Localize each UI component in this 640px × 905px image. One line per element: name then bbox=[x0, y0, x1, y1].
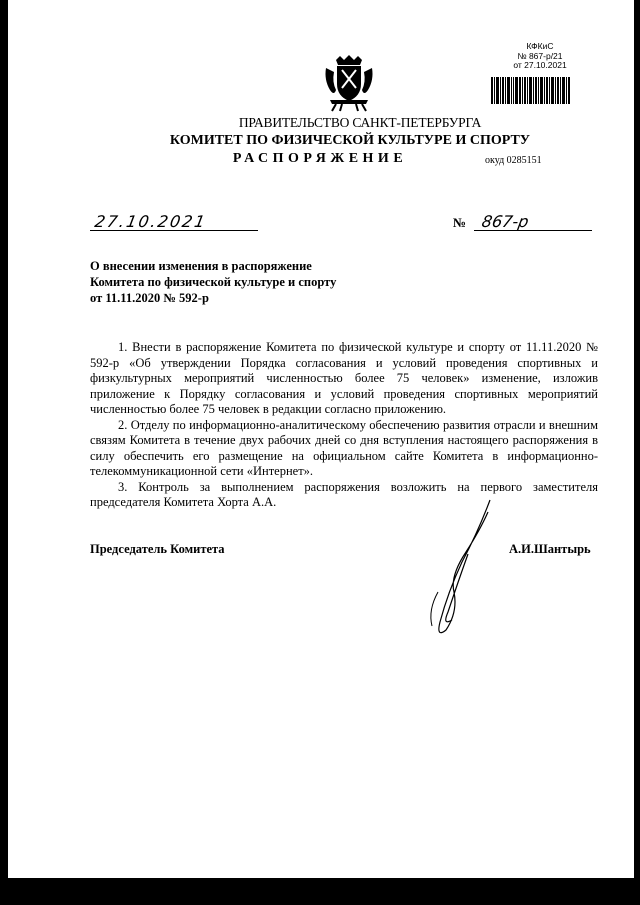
title-line-2: Комитета по физической культуре и спорту bbox=[90, 275, 337, 289]
government-header: ПРАВИТЕЛЬСТВО САНКТ-ПЕТЕРБУРГА bbox=[238, 115, 482, 130]
document-body bbox=[90, 340, 598, 511]
document-date: 27.10.2021 bbox=[93, 212, 209, 231]
scan-border-left bbox=[0, 0, 8, 905]
number-underline bbox=[474, 230, 592, 231]
registration-stamp bbox=[500, 42, 580, 71]
number-label: № bbox=[453, 215, 467, 230]
paragraph-1: 1. Внести в распоряжение Комитета по физической культуре и спорту от 11.11.2020 № 592-р «Об утверждении Порядка согласования и условий проведения спортивных и физкультурных мероприятий численностью более 75 человек» изменение, изложив приложение к Порядку согласования и условий проведения спортивных мероприятий численностью более 75 человек в редакции согласно приложению. bbox=[90, 340, 598, 416]
okud-code: окуд 0285151 bbox=[485, 155, 542, 166]
paragraph-3: 3. Контроль за выполнением распоряжения возложить на первого заместителя председателя Комитета Хорта А.А. bbox=[90, 479, 598, 509]
committee-header: КОМИТЕТ ПО ФИЗИЧЕСКОЙ КУЛЬТУРЕ И СПОРТУ bbox=[169, 133, 531, 148]
handwritten-signature-icon bbox=[418, 492, 508, 642]
stamp-line-3: от 27.10.2021 bbox=[513, 60, 567, 70]
date-underline bbox=[90, 230, 258, 231]
barcode-icon bbox=[491, 77, 570, 104]
stamp-line-1: КФКиС bbox=[526, 41, 554, 51]
document-title bbox=[90, 258, 410, 306]
title-line-3: от 11.11.2020 № 592-р bbox=[90, 291, 209, 305]
coat-of-arms-icon bbox=[322, 54, 376, 112]
document-number: 867-р bbox=[480, 212, 531, 231]
scan-border-bottom bbox=[0, 878, 640, 905]
stamp-line-2: № 867-р/21 bbox=[517, 50, 563, 61]
paragraph-2: 2. Отделу по информационно-аналитическому обеспечению развития отрасли и внешним связям Комитета в течение двух рабочих дней со дня вступления настоящего распоряжения в силу обеспечить его размещение на официальном сайте Комитета в информационно-телекоммуникационной сети «Интернет». bbox=[90, 417, 598, 478]
signer-position: Председатель Комитета bbox=[90, 542, 225, 556]
title-line-1: О внесении изменения в распоряжение bbox=[90, 259, 312, 273]
signer-name: А.И.Шантырь bbox=[509, 542, 591, 556]
document-type: РАСПОРЯЖЕНИЕ bbox=[232, 151, 408, 166]
